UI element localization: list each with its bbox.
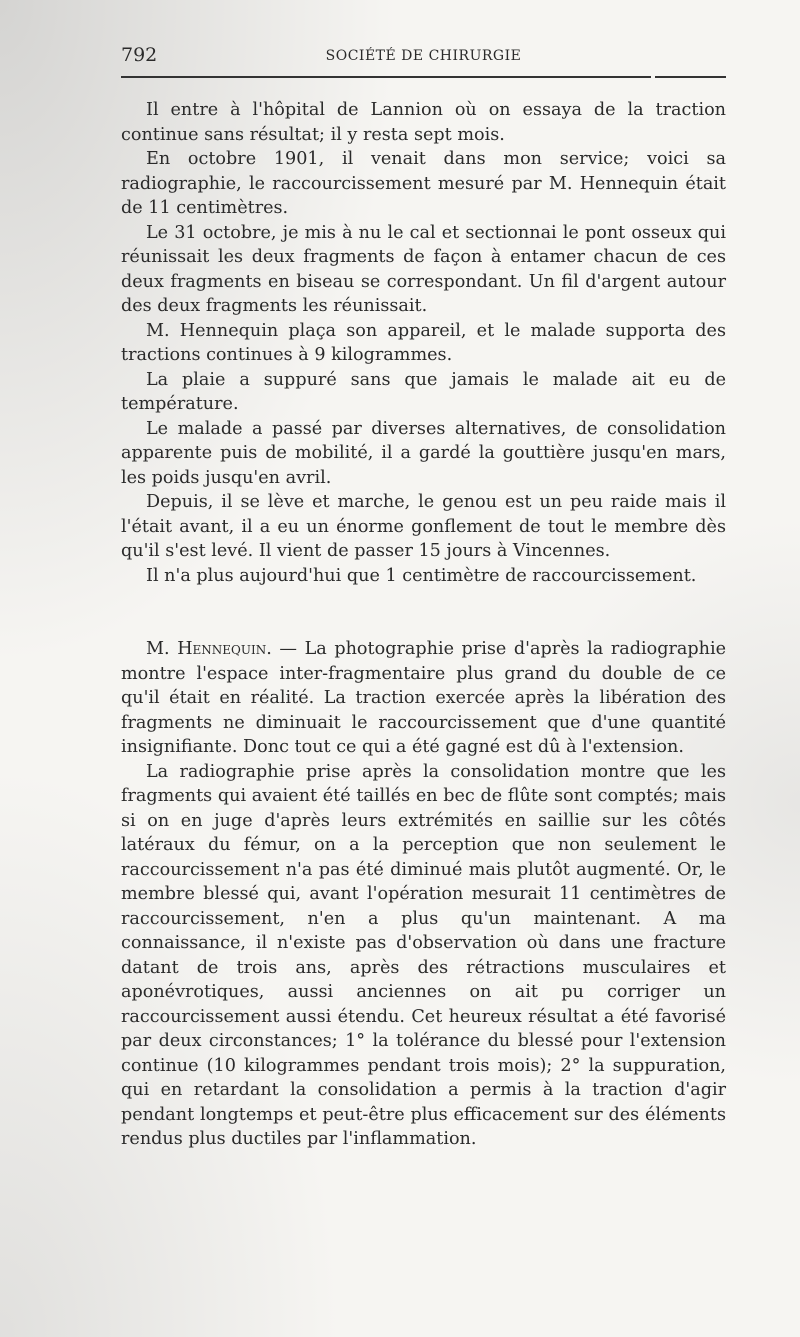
paragraph: En octobre 1901, il venait dans mon service; voici sa radiographie, le raccourcissement mesuré par M. Hennequin était de 11 centimètres. [121,149,726,218]
speaker-paragraph [121,637,726,760]
speaker-name: Hennequin [177,639,267,659]
paragraph: Depuis, il se lève et marche, le genou est un peu raide mais il l'était avant, il a eu un énorme gonflement de tout le membre dès qu'il s'est levé. Il vient de passer 15 jours à Vincennes. [121,492,726,561]
paragraph: Il n'a plus aujourd'hui que 1 centimètre de raccourcissement. [146,565,697,586]
page-number: 792 [121,44,158,66]
speaker-separator: . — [266,639,305,659]
book-page [121,40,727,1149]
speaker-text: La photographie prise d'après la radiographie montre l'espace inter-fragmentaire plus grand du double de ce qu'il était en réalité. La traction exercée après la libération des fragments ne diminuait le raccourcissement que d'une quantité insignifiante. Donc tout ce qui a été gagné est dû à l'extension. [121,639,727,757]
section-gap [121,588,726,637]
paragraph: La radiographie prise après la consolidation montre que les fragments qui avaient été taillés en bec de flûte sont comptés; mais si on en juge d'après leurs extrémités en saillie sur les côtés latéraux du fémur, on a la perception que non seulement le raccourcissement n'a pas été diminué mais plutôt augmenté. Or, le membre blessé qui, avant l'opération mesurait 11 centimètres de raccourcissement, n'en a plus qu'un maintenant. A ma connaissance, il n'existe pas d'observation où dans une fracture datant de trois ans, après des rétractions musculaires et aponévrotiques, aussi anciennes on ait pu corriger un raccourcissement aussi étendu. Cet heureux résultat a été favorisé par deux circonstances; 1° la tolérance du blessé pour l'extension continue (10 kilogrammes pendant trois mois); 2° la suppuration, qui en retardant la consolidation a permis à la traction d'agir pendant longtemps et peut-être plus efficacement sur des éléments rendus plus ductiles par l'inflammation. [121,761,726,1149]
header-rule [121,76,726,78]
paragraph: Il entre à l'hôpital de Lannion où on essaya de la traction continue sans résultat; il y resta sept mois. [121,100,726,145]
body-text [121,98,726,1152]
paragraph: Le 31 octobre, je mis à nu le cal et sectionnai le pont osseux qui réunissait les deux fragments de façon à entamer chacun de ces deux fragments en biseau se correspondant. Un fil d'argent autour des deux fragments les réunissait. [121,222,726,316]
paragraph: La plaie a suppuré sans que jamais le malade ait eu de température. [121,369,726,414]
speaker-prefix: M. [146,639,178,659]
running-head [121,40,726,70]
paragraph: M. Hennequin plaça son appareil, et le malade supporta des tractions continues à 9 kilogrammes. [121,320,726,365]
paragraph: Le malade a passé par diverses alternatives, de consolidation apparente puis de mobilité, il a gardé la gouttière jusqu'en mars, les poids jusqu'en avril. [121,418,726,488]
running-title: SOCIÉTÉ DE CHIRURGIE [325,48,522,64]
